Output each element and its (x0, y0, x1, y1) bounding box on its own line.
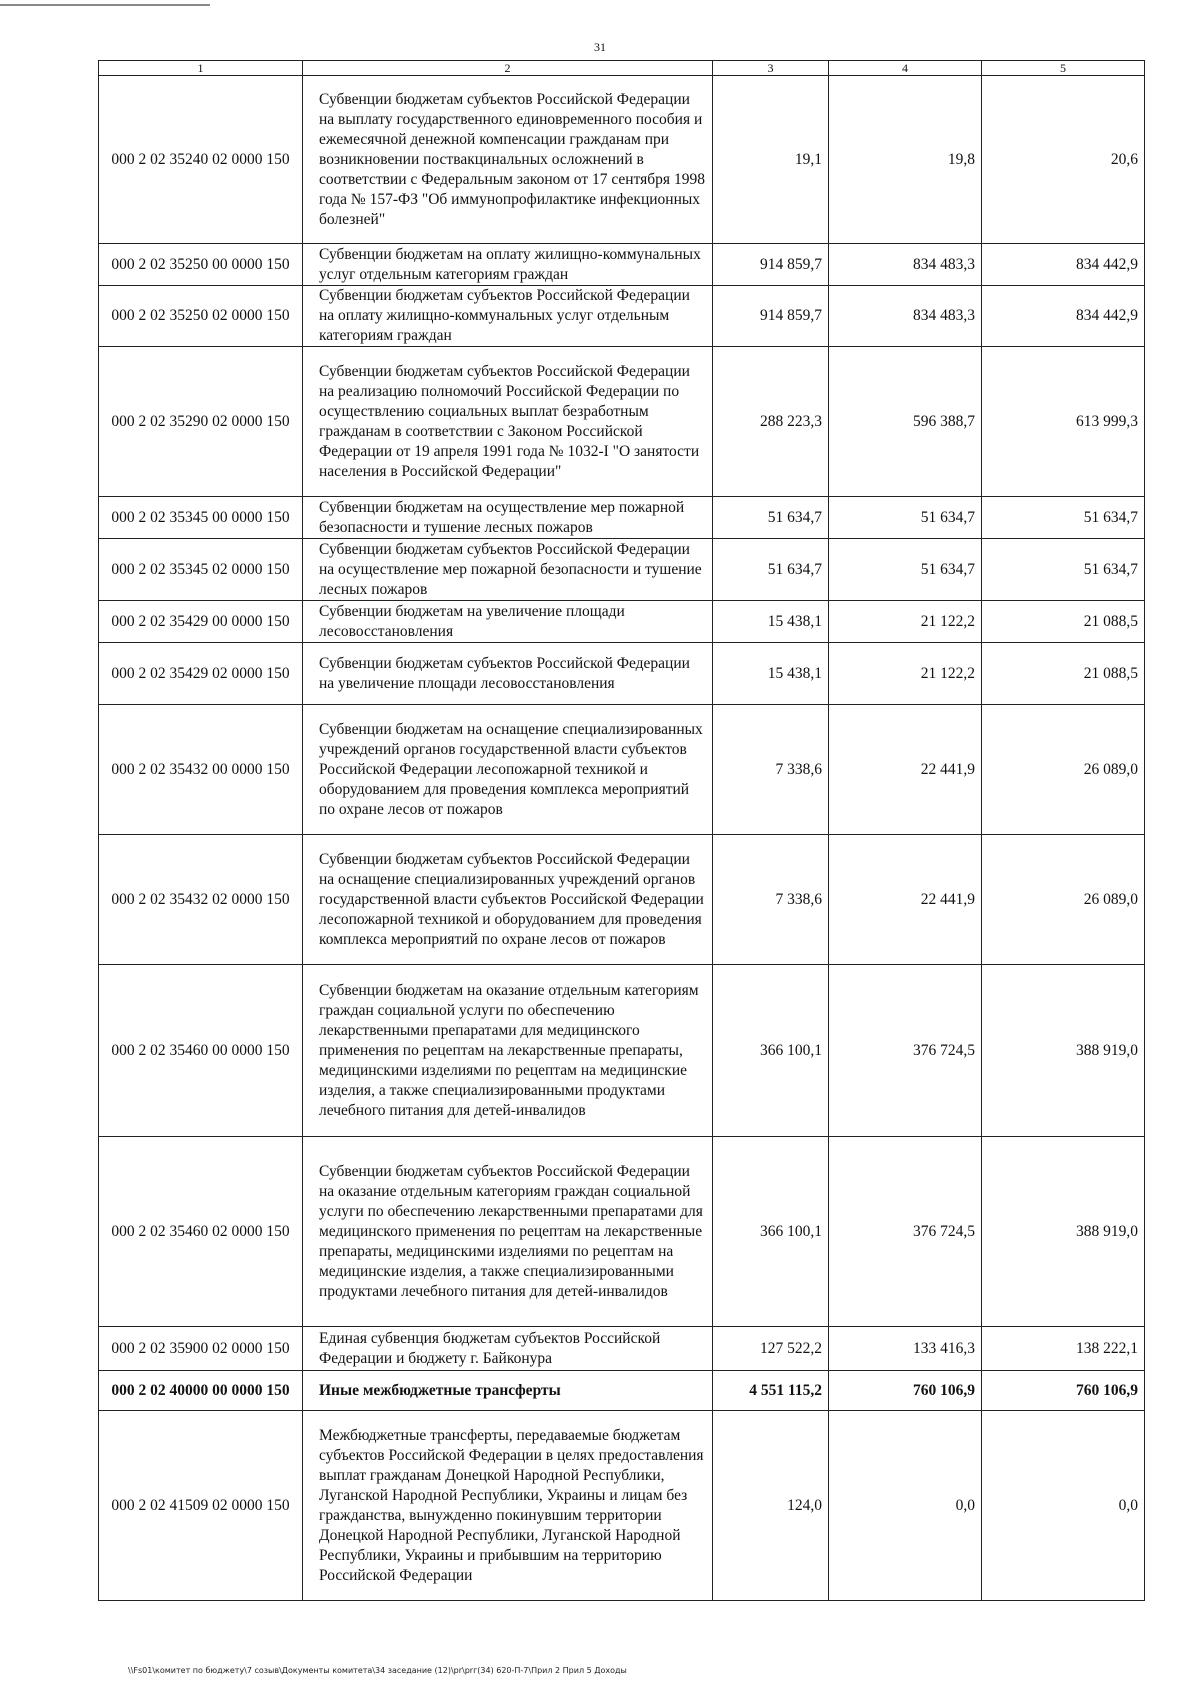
budget-code: 000 2 02 35345 02 0000 150 (99, 539, 303, 601)
value-col5: 388 919,0 (982, 965, 1145, 1137)
value-col4: 760 106,9 (829, 1371, 982, 1411)
value-col4: 51 634,7 (829, 497, 982, 539)
table-row (99, 1327, 1145, 1371)
description: Субвенции бюджетам на оснащение специализированных учреждений органов государственной власти субъектов Российской Федерации лесопожарной техникой и оборудованием для проведения комплекса мероприятий по охране лесов от пожаров (303, 705, 713, 835)
table-row (99, 497, 1145, 539)
budget-code: 000 2 02 35429 00 0000 150 (99, 601, 303, 643)
description: Субвенции бюджетам субъектов Российской Федерации на выплату государственного единовременного пособия и ежемесячной денежной компенсации гражданам при возникновении поствакцинальных осложнений в соответствии с Федеральным законом от 17 сентября 1998 года № 157-ФЗ "Об иммунопрофилактике инфекционных болезней" (303, 76, 713, 244)
col-header-2: 2 (303, 61, 713, 76)
budget-code: 000 2 02 35250 02 0000 150 (99, 286, 303, 347)
value-col3: 366 100,1 (713, 965, 829, 1137)
budget-code: 000 2 02 40000 00 0000 150 (99, 1371, 303, 1411)
budget-code: 000 2 02 41509 02 0000 150 (99, 1411, 303, 1601)
budget-code: 000 2 02 35460 02 0000 150 (99, 1137, 303, 1327)
value-col5: 138 222,1 (982, 1327, 1145, 1371)
value-col4: 834 483,3 (829, 244, 982, 286)
value-col3: 288 223,3 (713, 347, 829, 497)
value-col5: 760 106,9 (982, 1371, 1145, 1411)
value-col5: 21 088,5 (982, 643, 1145, 705)
value-col5: 21 088,5 (982, 601, 1145, 643)
description: Межбюджетные трансферты, передаваемые бюджетам субъектов Российской Федерации в целях предоставления выплат гражданам Донецкой Народной Республики, Луганской Народной Республики, Украины и лицам без гражданства, вынужденно покинувшим территории Донецкой Народной Республики, Луганской Народной Республики, Украины и прибывшим на территорию Российской Федерации (303, 1411, 713, 1601)
value-col3: 7 338,6 (713, 835, 829, 965)
description: Субвенции бюджетам субъектов Российской Федерации на оснащение специализированных учреждений органов государственной власти субъектов Российской Федерации лесопожарной техникой и оборудованием для проведения комплекса мероприятий по охране лесов от пожаров (303, 835, 713, 965)
value-col5: 51 634,7 (982, 539, 1145, 601)
value-col5: 26 089,0 (982, 705, 1145, 835)
value-col4: 21 122,2 (829, 601, 982, 643)
budget-code: 000 2 02 35432 00 0000 150 (99, 705, 303, 835)
col-header-1: 1 (99, 61, 303, 76)
value-col5: 388 919,0 (982, 1137, 1145, 1327)
description: Субвенции бюджетам субъектов Российской Федерации на осуществление мер пожарной безопасности и тушение лесных пожаров (303, 539, 713, 601)
value-col4: 596 388,7 (829, 347, 982, 497)
value-col4: 21 122,2 (829, 643, 982, 705)
budget-code: 000 2 02 35345 00 0000 150 (99, 497, 303, 539)
scan-edge-line (0, 4, 210, 6)
value-col4: 834 483,3 (829, 286, 982, 347)
description: Иные межбюджетные трансферты (303, 1371, 713, 1411)
description: Субвенции бюджетам на увеличение площади лесовосстановления (303, 601, 713, 643)
table-row (99, 347, 1145, 497)
table-row-total (99, 1371, 1145, 1411)
description: Субвенции бюджетам на оплату жилищно-коммунальных услуг отдельным категориям граждан (303, 244, 713, 286)
value-col3: 4 551 115,2 (713, 1371, 829, 1411)
value-col5: 0,0 (982, 1411, 1145, 1601)
description: Единая субвенция бюджетам субъектов Российской Федерации и бюджету г. Байконура (303, 1327, 713, 1371)
table-row (99, 965, 1145, 1137)
value-col4: 0,0 (829, 1411, 982, 1601)
table-row (99, 76, 1145, 244)
table-row (99, 286, 1145, 347)
description: Субвенции бюджетам субъектов Российской Федерации на оплату жилищно-коммунальных услуг отдельным категориям граждан (303, 286, 713, 347)
table-row (99, 539, 1145, 601)
value-col5: 613 999,3 (982, 347, 1145, 497)
budget-code: 000 2 02 35460 00 0000 150 (99, 965, 303, 1137)
budget-table (98, 60, 1145, 1601)
table-row (99, 705, 1145, 835)
col-header-3: 3 (713, 61, 829, 76)
description: Субвенции бюджетам субъектов Российской Федерации на увеличение площади лесовосстановления (303, 643, 713, 705)
value-col4: 376 724,5 (829, 965, 982, 1137)
description: Субвенции бюджетам на оказание отдельным категориям граждан социальной услуги по обеспечению лекарственными препаратами для медицинского применения по рецептам на лекарственные препараты, медицинскими изделиями по рецептам на медицинские изделия, а также специализированными продуктами лечебного питания для детей-инвалидов (303, 965, 713, 1137)
value-col5: 26 089,0 (982, 835, 1145, 965)
description: Субвенции бюджетам на осуществление мер пожарной безопасности и тушение лесных пожаров (303, 497, 713, 539)
value-col4: 22 441,9 (829, 835, 982, 965)
table-row (99, 1411, 1145, 1601)
budget-code: 000 2 02 35250 00 0000 150 (99, 244, 303, 286)
value-col4: 51 634,7 (829, 539, 982, 601)
table-row (99, 835, 1145, 965)
table-row (99, 601, 1145, 643)
budget-code: 000 2 02 35900 02 0000 150 (99, 1327, 303, 1371)
budget-code: 000 2 02 35240 02 0000 150 (99, 76, 303, 244)
value-col4: 376 724,5 (829, 1137, 982, 1327)
value-col5: 51 634,7 (982, 497, 1145, 539)
value-col5: 834 442,9 (982, 286, 1145, 347)
value-col4: 22 441,9 (829, 705, 982, 835)
table-row (99, 1137, 1145, 1327)
value-col3: 15 438,1 (713, 601, 829, 643)
value-col3: 124,0 (713, 1411, 829, 1601)
value-col4: 19,8 (829, 76, 982, 244)
col-header-4: 4 (829, 61, 982, 76)
value-col3: 914 859,7 (713, 286, 829, 347)
description: Субвенции бюджетам субъектов Российской Федерации на оказание отдельным категориям граждан социальной услуги по обеспечению лекарственными препаратами для медицинского применения по рецептам на лекарственные препараты, медицинскими изделиями по рецептам на медицинские изделия, а также специализированными продуктами лечебного питания для детей-инвалидов (303, 1137, 713, 1327)
value-col3: 19,1 (713, 76, 829, 244)
value-col3: 366 100,1 (713, 1137, 829, 1327)
budget-code: 000 2 02 35432 02 0000 150 (99, 835, 303, 965)
table-row (99, 244, 1145, 286)
value-col3: 15 438,1 (713, 643, 829, 705)
value-col4: 133 416,3 (829, 1327, 982, 1371)
value-col3: 51 634,7 (713, 497, 829, 539)
value-col3: 51 634,7 (713, 539, 829, 601)
page-number: 31 (594, 40, 606, 54)
footer-file-path: \\Fs01\комитет по бюджету\7 созыв\Документы комитета\34 заседание (12)\pr\prг(34) 620-П-7\Прил 2 Прил 5 Доходы (128, 1666, 627, 1675)
col-header-5: 5 (982, 61, 1145, 76)
description: Субвенции бюджетам субъектов Российской Федерации на реализацию полномочий Российской Федерации по осуществлению социальных выплат безработным гражданам в соответствии с Законом Российской Федерации от 19 апреля 1991 года № 1032-I "О занятости населения в Российской Федерации" (303, 347, 713, 497)
budget-code: 000 2 02 35429 02 0000 150 (99, 643, 303, 705)
value-col5: 20,6 (982, 76, 1145, 244)
value-col5: 834 442,9 (982, 244, 1145, 286)
table-row (99, 643, 1145, 705)
value-col3: 7 338,6 (713, 705, 829, 835)
column-number-row (99, 61, 1145, 76)
value-col3: 914 859,7 (713, 244, 829, 286)
budget-code: 000 2 02 35290 02 0000 150 (99, 347, 303, 497)
value-col3: 127 522,2 (713, 1327, 829, 1371)
